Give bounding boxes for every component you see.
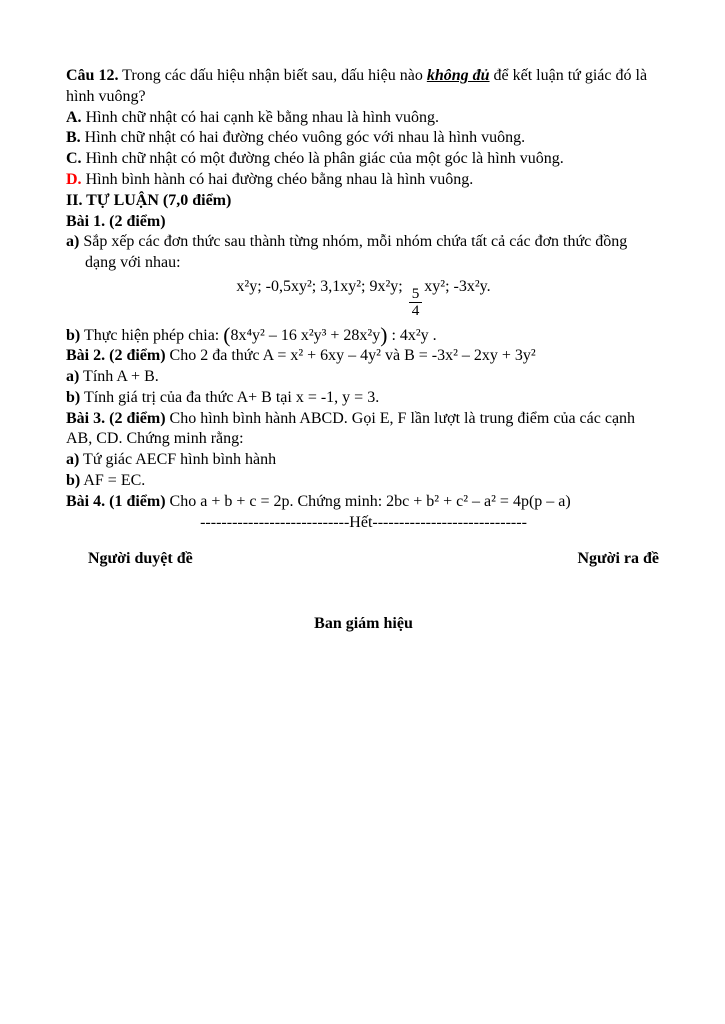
question-12-label: Câu 12. [66,67,119,84]
question-12-text-after: để kết luận tứ giác đó là hình vuông? [66,67,648,105]
section-2-title: II. TỰ LUẬN (7,0 điểm) [66,191,232,209]
fraction-five-fourths [409,286,423,320]
question-12-text-before: Trong các dấu hiệu nhận biết sau, dấu hiệu nào [118,67,427,84]
bai1-a-text: Sắp xếp các đơn thức sau thành từng nhóm, mỗi nhóm chứa tất cả các đơn thức đồng dạng với nhau: [79,233,628,272]
bai1-a-label: a) [66,233,80,251]
option-c [66,149,661,170]
bai3-a-text: Tứ giác AECF hình bình hành [79,451,277,469]
signature-row [66,549,661,570]
bai2-title-line [66,346,661,367]
fraction-denominator: 4 [411,302,420,320]
bai1-title: Bài 1. (2 điểm) [66,212,166,230]
bai1-expr-after-fraction: xy²; -3x²y. [424,277,491,295]
bai2-part-a [66,367,661,388]
fraction-numerator: 5 [409,286,423,303]
option-a-text: Hình chữ nhật có hai cạnh kề bằng nhau là hình vuông. [81,108,440,126]
question-12-emphasis: không đủ [426,67,490,84]
bai2-title: Bài 2. (2 điểm) [66,347,166,365]
bai1-b-expression-tail: : 4x²y . [387,326,437,344]
bai4-title: Bài 4. (1 điểm) [66,492,166,510]
signature-author: Người ra đề [577,550,659,568]
bai4-text: Cho a + b + c = 2p. Chứng minh: 2bc + b² + c² – a² = 4p(p – a) [165,492,571,510]
option-c-label: C. [66,150,82,168]
question-12-paragraph [66,66,661,108]
bai1-b-label: b) [66,326,81,344]
bai2-a-text: Tính A + B. [79,368,159,386]
option-a [66,108,661,129]
option-d-text: Hình bình hành có hai đường chéo bằng nhau là hình vuông. [81,170,474,188]
end-of-exam-divider: ----------------------------Hết----------------------------- [200,513,527,531]
signature-reviewer: Người duyệt đề [88,550,193,568]
option-d-label: D. [66,170,82,188]
bai1-part-b [66,322,661,347]
bai4-line [66,492,661,513]
close-paren: ) [380,322,388,347]
bai3-b-label: b) [66,472,81,490]
bai1-part-a [66,232,661,274]
option-b-text: Hình chữ nhật có hai đường chéo vuông góc với nhau là hình vuông. [80,129,526,147]
bai2-b-text: Tính giá trị của đa thức A+ B tại x = -1, y = 3. [80,388,380,406]
signature-board: Ban giám hiệu [314,615,413,633]
bai2-a-label: a) [66,368,80,386]
bai3-title-line [66,409,661,451]
bai3-intro: Cho hình bình hành ABCD. Gọi E, F lần lượt là trung điểm của các cạnh AB, CD. Chứng minh rằng: [66,409,636,448]
bai3-part-b [66,471,661,492]
open-paren: ( [223,322,231,347]
bai2-intro: Cho 2 đa thức A = x² + 6xy – 4y² và B = -3x² – 2xy + 3y² [165,347,536,365]
bai1-b-expression: 8x⁴y² – 16 x²y³ + 28x²y [230,326,381,344]
option-d [66,170,661,191]
option-b-label: B. [66,129,81,147]
bai3-title: Bài 3. (2 điểm) [66,409,166,427]
option-a-label: A. [66,108,82,126]
bai1-b-text: Thực hiện phép chia: [80,326,224,344]
bai1-expression-line [66,277,661,320]
option-b [66,128,661,149]
bai3-part-a [66,450,661,471]
bai2-part-b [66,388,661,409]
bai1-expr-before-fraction: x²y; -0,5xy²; 3,1xy²; 9x²y; [236,277,407,295]
option-c-text: Hình chữ nhật có một đường chéo là phân giác của một góc là hình vuông. [81,150,564,168]
bai3-b-text: AF = EC. [80,472,146,490]
bai2-b-label: b) [66,388,81,406]
bai3-a-label: a) [66,451,80,469]
